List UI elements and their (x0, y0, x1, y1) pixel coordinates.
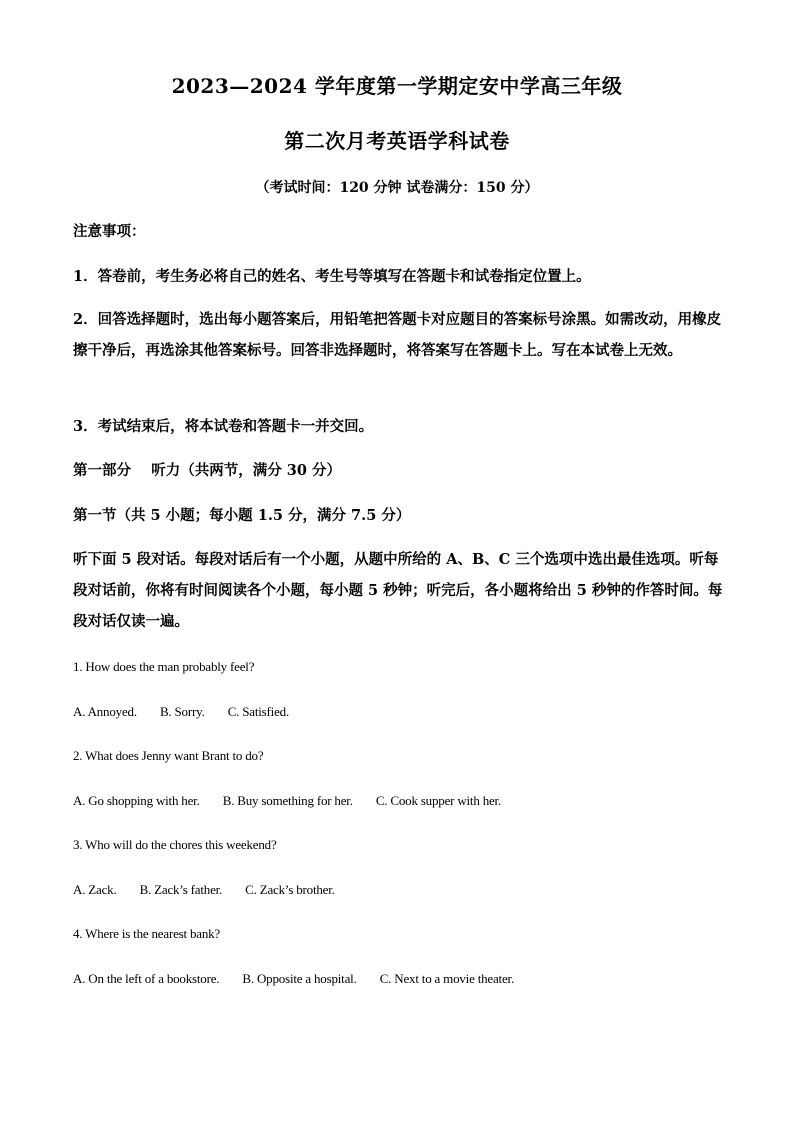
option-c: C. Next to a movie theater. (379, 971, 514, 986)
exam-title-line2: 第二次月考英语学科试卷 (284, 129, 510, 153)
exam-info: （考试时间：120 分钟 试卷满分：150 分） (255, 180, 539, 196)
question-2-options (73, 793, 723, 809)
option-c: C. Cook supper with her. (375, 793, 502, 808)
question-2-stem: 2. What does Jenny want Brant to do? (73, 748, 264, 763)
question-1-options (73, 704, 723, 720)
question-3-options (73, 882, 723, 898)
notes-heading: 注意事项： (73, 223, 146, 240)
option-c: C. Zack’s brother. (245, 882, 335, 897)
note-item-3: 3．考试结束后，将本试卷和答题卡一并交回。 (73, 418, 374, 435)
option-a: A. Annoyed. (73, 704, 137, 719)
question-3-stem: 3. Who will do the chores this weekend? (73, 837, 277, 852)
exam-title-line1: 2023—2024 学年度第一学期定安中学高三年级 (171, 74, 623, 98)
note-item-2: 2．回答选择题时，选出每小题答案后，用铅笔把答题卡对应题目的答案标号涂黑。如需改动，用橡皮擦干净后，再选涂其他答案标号。回答非选择题时，将答案写在答题卡上。写在本试卷上无效。 (73, 311, 722, 359)
option-b: B. Opposite a hospital. (242, 971, 357, 986)
option-a: A. Zack. (73, 882, 117, 897)
section1-instructions: 听下面 5 段对话。每段对话后有一个小题，从题中所给的 A、B、C 三个选项中选出最佳选项。听每段对话前，你将有时间阅读各个小题，每小题 5 秒钟；听完后，各小题将给出 5 秒钟的作答时间。每段对话仅读一遍。 (73, 551, 723, 630)
option-b: B. Sorry. (159, 704, 205, 719)
option-a: A. On the left of a bookstore. (73, 971, 220, 986)
question-4-stem: 4. Where is the nearest bank? (73, 926, 221, 941)
option-c: C. Satisfied. (227, 704, 290, 719)
option-a: A. Go shopping with her. (73, 793, 200, 808)
part1-heading: 第一部分 听力（共两节，满分 30 分） (73, 462, 341, 479)
option-b: B. Zack’s father. (139, 882, 223, 897)
option-b: B. Buy something for her. (222, 793, 353, 808)
question-4-options (73, 971, 723, 987)
question-1-stem: 1. How does the man probably feel? (73, 659, 255, 674)
section1-heading: 第一节（共 5 小题；每小题 1.5 分，满分 7.5 分） (73, 507, 411, 524)
note-item-1: 1．答卷前，考生务必将自己的姓名、考生号等填写在答题卡和试卷指定位置上。 (73, 268, 591, 285)
